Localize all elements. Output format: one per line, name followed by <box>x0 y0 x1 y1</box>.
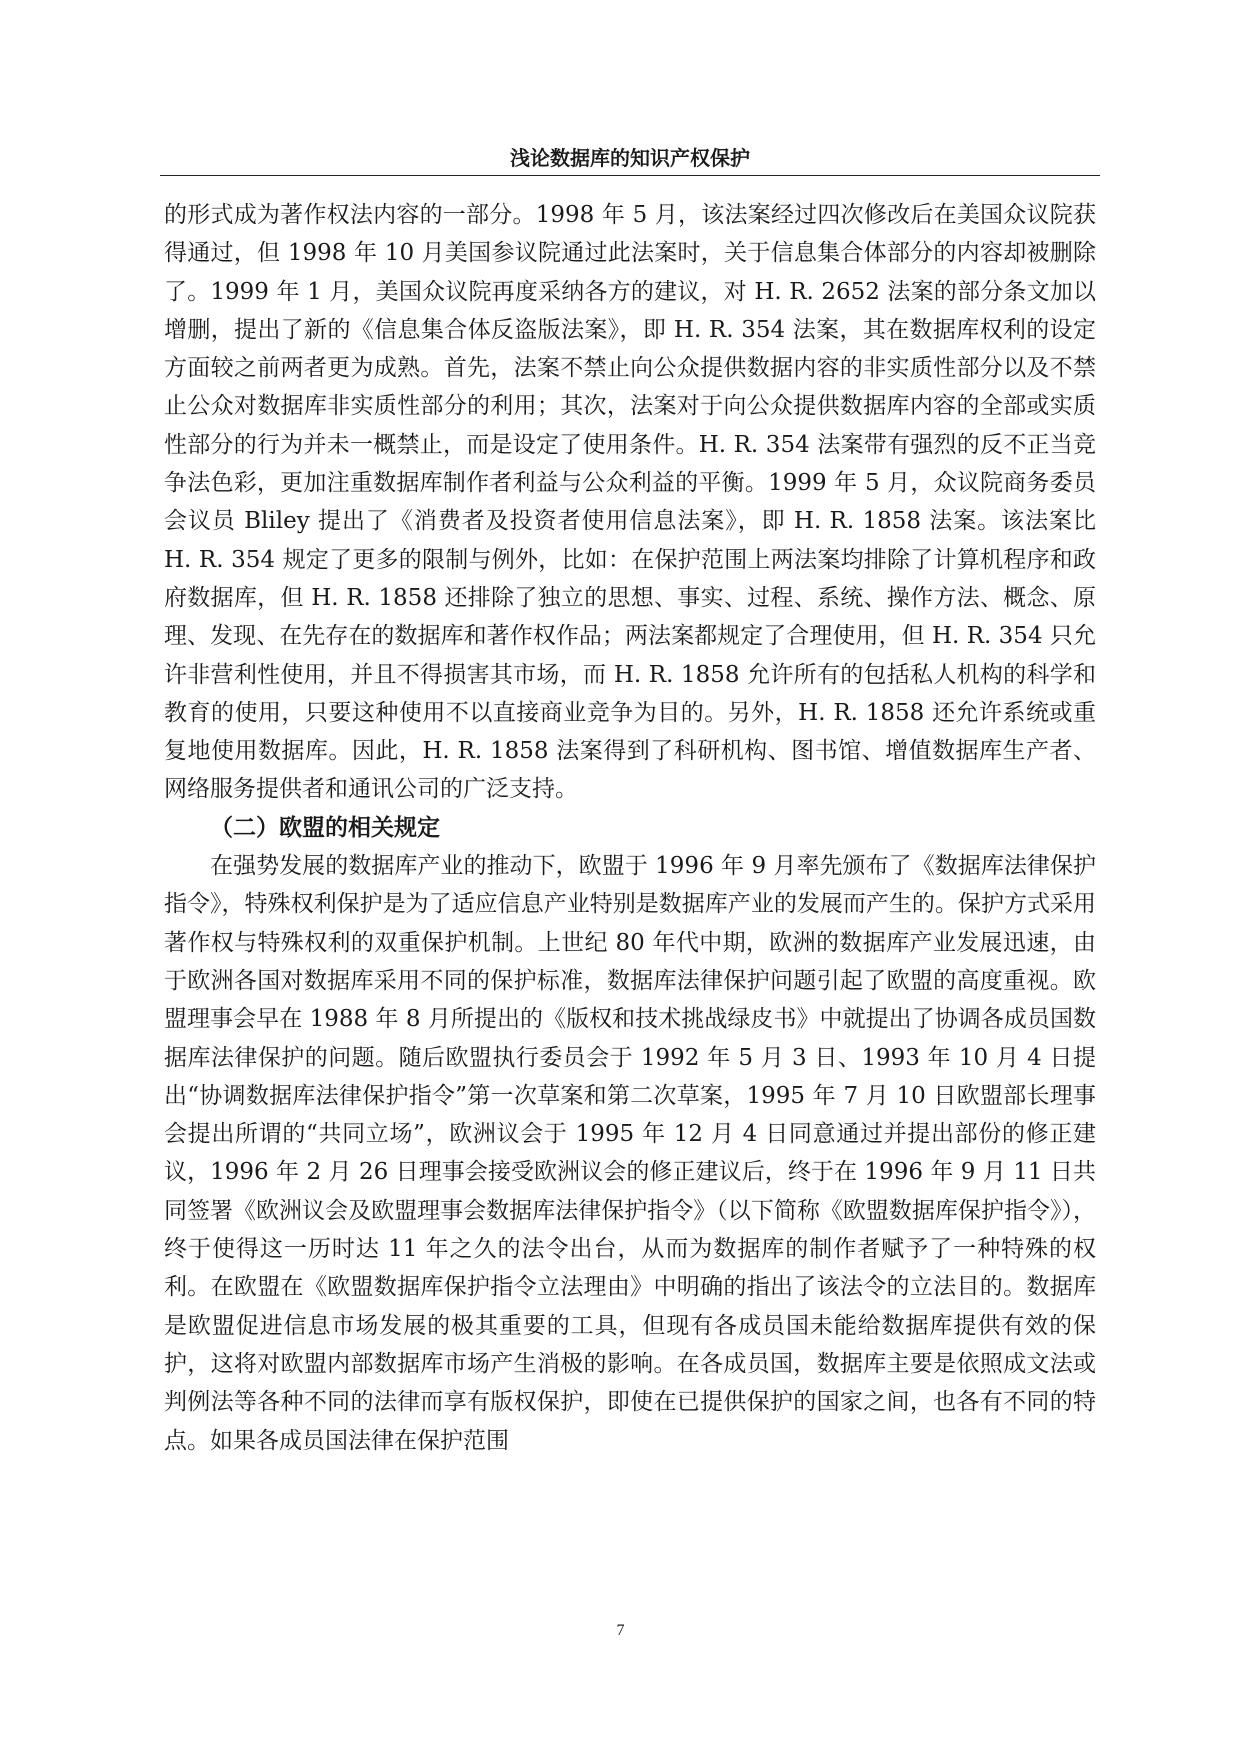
document-body <box>164 196 1096 1460</box>
section-heading-eu: （二）欧盟的相关规定 <box>210 814 440 841</box>
paragraph-us-legislation: 的形式成为著作权法内容的一部分。1998 年 5 月，该法案经过四次修改后在美国众议院获得通过，但 1998 年 10 月美国参议院通过此法案时，关于信息集合体部分的内容却被删除了。1999 年 1 月，美国众议院再度采纳各方的建议，对 H. R. 2652 法案的部分条文加以增删，提出了新的《信息集合体反盗版法案》，即 H. R. 354 法案，其在数据库权利的设定方面较之前两者更为成熟。首先，法案不禁止向公众提供数据内容的非实质性部分以及不禁止公众对数据库非实质性部分的利用；其次，法案对于向公众提供数据库内容的全部或实质性部分的行为并未一概禁止，而是设定了使用条件。H. R. 354 法案带有强烈的反不正当竞争法色彩，更加注重数据库制作者利益与公众利益的平衡。1999 年 5 月，众议院商务委员会议员 Bliley 提出了《消费者及投资者使用信息法案》，即 H. R. 1858 法案。该法案比 H. R. 354 规定了更多的限制与例外，比如：在保护范围上两法案均排除了计算机程序和政府数据库，但 H. R. 1858 还排除了独立的思想、事实、过程、系统、操作方法、概念、原理、发现、在先存在的数据库和著作权作品；两法案都规定了合理使用，但 H. R. 354 只允许非营利性使用，并且不得损害其市场，而 H. R. 1858 允许所有的包括私人机构的科学和教育的使用，只要这种使用不以直接商业竞争为目的。另外，H. R. 1858 还允许系统或重复地使用数据库。因此，H. R. 1858 法案得到了科研机构、图书馆、增值数据库生产者、网络服务提供者和通讯公司的广泛支持。 <box>164 202 1096 803</box>
running-header-title: 浅论数据库的知识产权保护 <box>510 146 750 170</box>
paragraph-eu-directive: 在强势发展的数据库产业的推动下，欧盟于 1996 年 9 月率先颁布了《数据库法律保护指令》，特殊权利保护是为了适应信息产业特别是数据库产业的发展而产生的。保护方式采用著作权与特殊权利的双重保护机制。上世纪 80 年代中期，欧洲的数据库产业发展迅速，由于欧洲各国对数据库采用不同的保护标准，数据库法律保护问题引起了欧盟的高度重视。欧盟理事会早在 1988 年 8 月所提出的《版权和技术挑战绿皮书》中就提出了协调各成员国数据库法律保护的问题。随后欧盟执行委员会于 1992 年 5 月 3 日、1993 年 10 月 4 日提出“协调数据库法律保护指令”第一次草案和第二次草案，1995 年 7 月 10 日欧盟部长理事会提出所谓的“共同立场”，欧洲议会于 1995 年 12 月 4 日同意通过并提出部份的修正建议，1996 年 2 月 26 日理事会接受欧洲议会的修正建议后，终于在 1996 年 9 月 11 日共同签署《欧洲议会及欧盟理事会数据库法律保护指令》（以下简称《欧盟数据库保护指令》），终于使得这一历时达 11 年之久的法令出台，从而为数据库的制作者赋予了一种特殊的权利。在欧盟在《欧盟数据库保护指令立法理由》中明确的指出了该法令的立法目的。数据库是欧盟促进信息市场发展的极其重要的工具，但现有各成员国未能给数据库提供有效的保护，这将对欧盟内部数据库市场产生消极的影响。在各成员国，数据库主要是依照成文法或判例法等各种不同的法律而享有版权保护，即使在已提供保护的国家之间，也各有不同的特点。如果各成员国法律在保护范围 <box>164 853 1096 1454</box>
page-number: 7 <box>616 1622 625 1639</box>
header-rule <box>160 175 1100 176</box>
